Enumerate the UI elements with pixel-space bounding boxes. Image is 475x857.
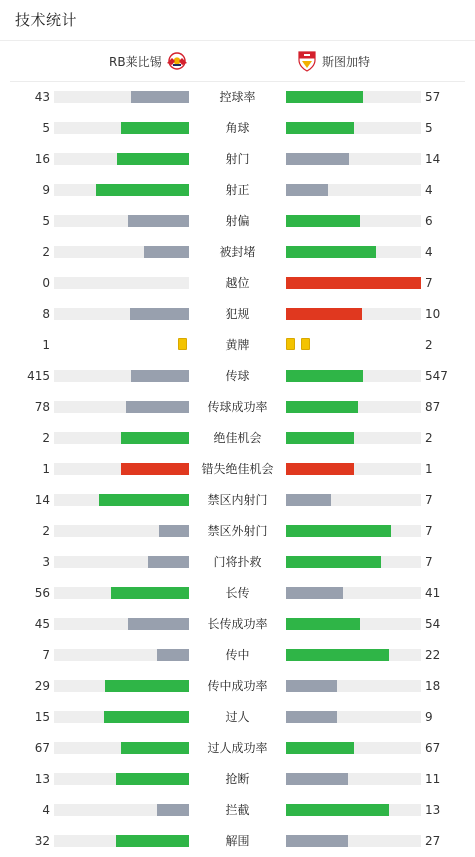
away-bar-fill: [286, 246, 376, 258]
home-bar-track: [54, 835, 189, 847]
away-value: 57: [425, 90, 441, 104]
home-value: 0: [42, 276, 50, 290]
home-bar-fill: [148, 556, 189, 568]
home-value: 1: [42, 462, 50, 476]
stat-row: [0, 330, 475, 361]
home-value: 8: [42, 307, 50, 321]
stat-label: 角球: [225, 121, 250, 135]
home-value: 415: [27, 369, 50, 383]
away-value: 10: [425, 307, 441, 321]
away-value: 5: [425, 121, 433, 135]
away-bar-fill: [286, 649, 389, 661]
home-value: 45: [34, 617, 50, 631]
home-value: 78: [34, 400, 50, 414]
yellow-card-icon: [286, 338, 295, 350]
home-value: 14: [34, 493, 50, 507]
stat-row: [0, 671, 475, 702]
home-value: 32: [34, 834, 50, 848]
away-bar-track: [286, 742, 421, 754]
stat-row: [0, 361, 475, 392]
away-bar-fill: [286, 215, 360, 227]
home-value: 2: [42, 524, 50, 538]
home-bar-fill: [121, 742, 189, 754]
away-bar-fill: [286, 804, 389, 816]
stat-label: 传中: [225, 648, 250, 662]
stat-label: 长传成功率: [207, 617, 268, 631]
away-bar-track: [286, 432, 421, 444]
away-bar-fill: [286, 432, 354, 444]
away-value: 6: [425, 214, 433, 228]
stat-label: 禁区内射门: [207, 493, 268, 507]
home-bar-track: [54, 742, 189, 754]
away-bar-fill: [286, 184, 328, 196]
away-value: 7: [425, 276, 433, 290]
away-bar-fill: [286, 153, 349, 165]
away-value: 9: [425, 710, 433, 724]
home-value: 5: [42, 214, 50, 228]
home-bar-track: [54, 184, 189, 196]
away-bar-fill: [286, 277, 421, 289]
away-value: 13: [425, 803, 441, 817]
away-bar-track: [286, 556, 421, 568]
home-bar-track: [54, 401, 189, 413]
stat-label: 长传: [225, 586, 250, 600]
away-bar-fill: [286, 91, 363, 103]
away-value: 4: [425, 183, 433, 197]
home-bar-fill: [130, 308, 189, 320]
home-value: 13: [34, 772, 50, 786]
stat-row: [0, 702, 475, 733]
home-bar-fill: [131, 370, 189, 382]
home-value: 3: [42, 555, 50, 569]
home-bar-fill: [128, 215, 189, 227]
stat-label: 抢断: [225, 772, 250, 786]
stat-label: 传中成功率: [207, 679, 268, 693]
away-bar-track: [286, 91, 421, 103]
stat-row: [0, 237, 475, 268]
stat-label: 过人成功率: [207, 741, 268, 755]
away-value: 14: [425, 152, 441, 166]
away-bar-track: [286, 246, 421, 258]
home-bar-track: [54, 680, 189, 692]
stat-row: [0, 175, 475, 206]
away-value: 2: [425, 338, 433, 352]
away-value: 27: [425, 834, 441, 848]
away-bar-fill: [286, 618, 360, 630]
home-bar-track: [54, 91, 189, 103]
stat-row: [0, 299, 475, 330]
stat-label: 被封堵: [219, 245, 256, 259]
away-bar-fill: [286, 680, 337, 692]
away-team[interactable]: [292, 41, 370, 81]
away-team-name: 斯图加特: [322, 54, 371, 69]
stat-label: 射偏: [225, 214, 250, 228]
home-bar-track: [54, 370, 189, 382]
away-bar-fill: [286, 711, 337, 723]
away-value: 2: [425, 431, 433, 445]
home-value: 9: [42, 183, 50, 197]
away-bar-track: [286, 308, 421, 320]
stat-row: [0, 423, 475, 454]
home-bar-track: [54, 246, 189, 258]
rb-leipzig-logo-icon: [166, 50, 188, 72]
away-value: 1: [425, 462, 433, 476]
stat-label: 错失绝佳机会: [201, 462, 274, 476]
stat-row: [0, 144, 475, 175]
stat-label: 越位: [225, 276, 250, 290]
stat-label: 解围: [225, 834, 250, 848]
stat-label: 过人: [225, 710, 250, 724]
home-bar-track: [54, 153, 189, 165]
home-bar-fill: [116, 835, 189, 847]
home-bar-track: [54, 618, 189, 630]
home-value: 67: [34, 741, 50, 755]
away-value: 11: [425, 772, 441, 786]
away-bar-track: [286, 773, 421, 785]
away-bar-fill: [286, 122, 354, 134]
home-bar-track: [54, 525, 189, 537]
home-value: 29: [34, 679, 50, 693]
stat-label: 拦截: [225, 803, 250, 817]
stat-row: [0, 795, 475, 826]
stat-label: 传球成功率: [207, 400, 268, 414]
stat-label: 犯规: [225, 307, 250, 321]
home-bar-fill: [99, 494, 189, 506]
home-bar-track: [54, 804, 189, 816]
away-bar-fill: [286, 308, 362, 320]
home-bar-track: [54, 122, 189, 134]
away-bar-track: [286, 184, 421, 196]
home-value: 56: [34, 586, 50, 600]
home-value: 15: [34, 710, 50, 724]
stat-row: [0, 578, 475, 609]
away-value: 87: [425, 400, 441, 414]
home-bar-fill: [126, 401, 189, 413]
away-value: 22: [425, 648, 441, 662]
stat-row: [0, 640, 475, 671]
away-bar-track: [286, 680, 421, 692]
stat-row: [0, 268, 475, 299]
away-bar-fill: [286, 370, 363, 382]
home-bar-fill: [105, 680, 189, 692]
home-value: 43: [34, 90, 50, 104]
stat-row: [0, 485, 475, 516]
stat-label: 门将扑救: [213, 555, 262, 569]
home-bar-track: [54, 215, 189, 227]
stat-row: [0, 113, 475, 144]
away-value: 7: [425, 524, 433, 538]
away-value: 18: [425, 679, 441, 693]
page-title: 技术统计: [15, 11, 78, 29]
away-bar-fill: [286, 773, 348, 785]
away-bar-track: [286, 153, 421, 165]
home-bar-fill: [131, 91, 189, 103]
home-bar-track: [54, 556, 189, 568]
home-value: 2: [42, 431, 50, 445]
stat-label: 射正: [225, 183, 250, 197]
home-bar-fill: [117, 153, 189, 165]
away-bar-fill: [286, 587, 343, 599]
stat-label: 射门: [225, 152, 250, 166]
stat-label: 禁区外射门: [207, 524, 268, 538]
away-bar-track: [286, 122, 421, 134]
home-bar-track: [54, 494, 189, 506]
away-bar-track: [286, 587, 421, 599]
home-bar-track: [54, 711, 189, 723]
vfb-stuttgart-logo-icon: [296, 50, 318, 72]
home-bar-track: [54, 432, 189, 444]
stat-row: [0, 206, 475, 237]
home-bar-track: [54, 649, 189, 661]
home-bar-fill: [159, 525, 189, 537]
home-value: 2: [42, 245, 50, 259]
away-value: 547: [425, 369, 448, 383]
stat-label: 绝佳机会: [213, 431, 262, 445]
away-bar-track: [286, 711, 421, 723]
home-value: 7: [42, 648, 50, 662]
away-bar-track: [286, 525, 421, 537]
stat-label: 传球: [225, 369, 250, 383]
away-value: 54: [425, 617, 441, 631]
home-value: 16: [34, 152, 50, 166]
away-bar-fill: [286, 556, 381, 568]
away-bar-fill: [286, 742, 354, 754]
away-value: 7: [425, 555, 433, 569]
stat-row: [0, 454, 475, 485]
home-bar-track: [54, 463, 189, 475]
stat-row: [0, 826, 475, 857]
home-bar-fill: [104, 711, 189, 723]
stat-row: [0, 392, 475, 423]
home-team[interactable]: [109, 41, 192, 81]
stat-row: [0, 82, 475, 113]
away-bar-track: [286, 804, 421, 816]
yellow-card-icon: [178, 338, 187, 350]
away-bar-fill: [286, 401, 358, 413]
home-bar-fill: [96, 184, 189, 196]
teams-header: [0, 41, 475, 81]
away-bar-track: [286, 835, 421, 847]
stat-row: [0, 547, 475, 578]
away-bar-track: [286, 215, 421, 227]
away-bar-track: [286, 618, 421, 630]
home-bar-fill: [116, 773, 189, 785]
away-bar-fill: [286, 835, 348, 847]
away-bar-fill: [286, 494, 331, 506]
home-bar-fill: [121, 463, 189, 475]
away-bar-fill: [286, 463, 354, 475]
stat-row: [0, 609, 475, 640]
away-bar-track: [286, 277, 421, 289]
home-bar-fill: [157, 804, 189, 816]
yellow-card-icon: [301, 338, 310, 350]
home-bar-fill: [128, 618, 189, 630]
home-bar-fill: [144, 246, 189, 258]
stat-row: [0, 516, 475, 547]
stat-row: [0, 733, 475, 764]
home-value: 1: [42, 338, 50, 352]
stats-table: [0, 82, 475, 857]
away-bar-fill: [286, 525, 391, 537]
home-value: 5: [42, 121, 50, 135]
home-bar-track: [54, 308, 189, 320]
away-bar-track: [286, 649, 421, 661]
home-bar-fill: [121, 432, 189, 444]
home-value: 4: [42, 803, 50, 817]
away-bar-track: [286, 370, 421, 382]
stat-label: 黄牌: [225, 338, 250, 352]
away-value: 67: [425, 741, 441, 755]
away-value: 7: [425, 493, 433, 507]
home-bar-track: [54, 277, 189, 289]
away-bar-track: [286, 401, 421, 413]
away-bar-track: [286, 494, 421, 506]
away-value: 41: [425, 586, 441, 600]
home-bar-track: [54, 587, 189, 599]
home-bar-fill: [121, 122, 189, 134]
stat-label: 控球率: [219, 90, 256, 104]
home-team-name: RB莱比锡: [109, 54, 162, 69]
away-bar-track: [286, 463, 421, 475]
home-bar-track: [54, 773, 189, 785]
away-value: 4: [425, 245, 433, 259]
home-bar-fill: [111, 587, 189, 599]
stat-row: [0, 764, 475, 795]
home-bar-fill: [157, 649, 189, 661]
